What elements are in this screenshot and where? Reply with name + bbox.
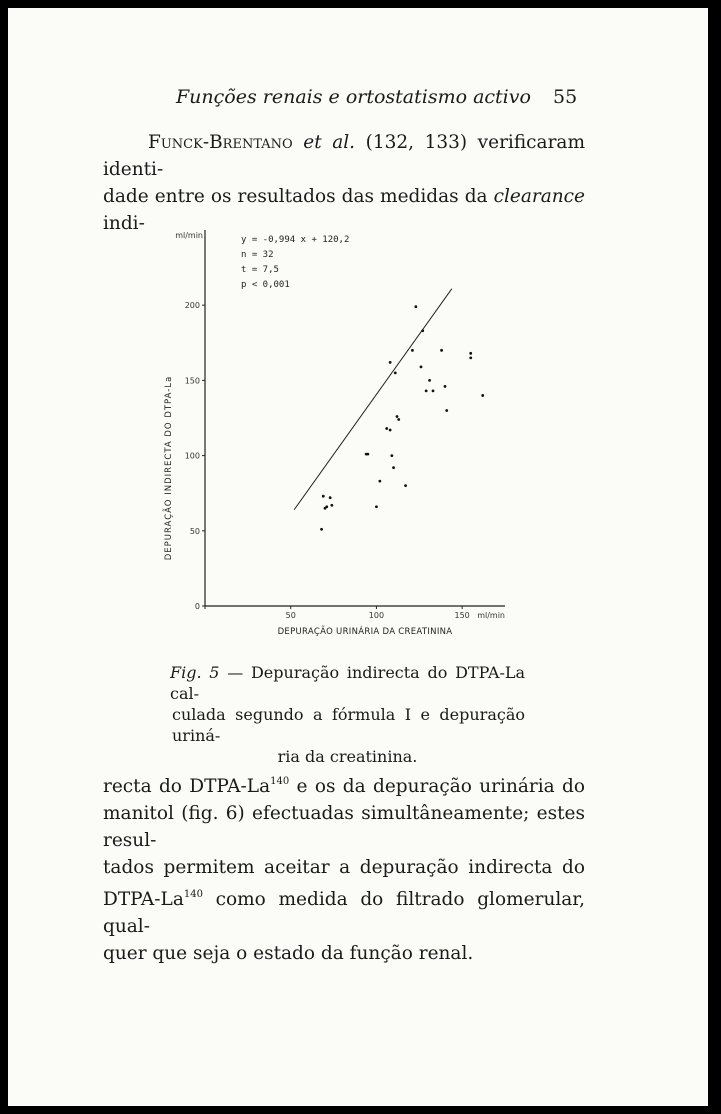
regression-stat: p < 0,001 — [241, 280, 290, 290]
data-point — [425, 390, 428, 393]
et-al: et al. — [303, 132, 356, 153]
data-point — [397, 418, 400, 421]
data-point — [481, 394, 484, 397]
paragraph-bottom-line-5: quer que seja o estado da função renal. — [103, 943, 474, 964]
y-tick-label: 100 — [184, 451, 200, 461]
chart-points — [320, 305, 484, 530]
data-point — [411, 349, 414, 352]
data-point — [329, 496, 332, 499]
clearance-term: clearance — [493, 186, 585, 207]
y-axis-title: DEPURAÇÃO INDIRECTA DO DTPA-La — [164, 375, 174, 561]
data-point — [404, 484, 407, 487]
data-point — [320, 528, 323, 531]
running-title: Funções renais e ortostatismo activo — [176, 86, 531, 108]
paragraph-top-line-1: Funck-Brentano et al. (132, 133) verificaram identi- — [103, 132, 585, 180]
y-tick-label: 150 — [184, 376, 200, 386]
data-point — [375, 505, 378, 508]
data-point — [390, 454, 393, 457]
page-number: 55 — [553, 86, 578, 108]
y-tick-label: 50 — [189, 526, 200, 536]
isotope-superscript: 140 — [183, 889, 203, 900]
regression-stat: t = 7,5 — [241, 265, 279, 275]
data-point — [469, 352, 472, 355]
paragraph-bottom-line-3: tados permitem aceitar a depuração indirecta do — [103, 857, 585, 878]
caption-line-1: Fig. 5 — Depuração indirecta do DTPA-La cal- — [170, 663, 526, 703]
x-tick-label: 150 — [454, 611, 470, 620]
data-point — [389, 361, 392, 364]
book-page — [8, 8, 708, 1106]
data-point — [378, 480, 381, 483]
data-point — [396, 415, 399, 418]
figure-caption — [170, 662, 525, 767]
data-point — [414, 305, 417, 308]
chart-stats — [241, 235, 349, 290]
data-point — [421, 329, 424, 332]
data-point — [392, 466, 395, 469]
paragraph-bottom-line-1: recta do DTPA-La$^{140}$ e os da depuração urinária do — [103, 776, 585, 797]
isotope-superscript: 140 — [270, 776, 290, 787]
x-unit-label: ml/min — [477, 611, 505, 620]
regression-stat: y = -0,994 x + 120,2 — [241, 235, 350, 245]
data-point — [324, 507, 327, 510]
y-tick-label: 0 — [194, 602, 200, 611]
data-point — [365, 453, 368, 456]
x-tick-label: 100 — [368, 611, 385, 620]
data-point — [432, 390, 435, 393]
data-point — [420, 365, 423, 368]
data-point — [330, 504, 333, 507]
figure-label: Fig. 5 — [170, 663, 220, 682]
data-point — [444, 385, 447, 388]
x-axis-title: DEPURAÇÃO URINÁRIA DA CREATININA — [277, 627, 453, 637]
caption-line-2: culada segundo a fórmula I e depuração uriná- — [172, 705, 525, 745]
y-unit-label: ml/min — [175, 231, 203, 240]
data-point — [440, 349, 443, 352]
data-point — [389, 429, 392, 432]
author-name: Funck-Brentano — [148, 132, 293, 153]
regression-stat: n = 32 — [241, 250, 274, 260]
paragraph-bottom-line-4: DTPA-La$^{140}$ como medida do filtrado glomerular, qual- — [103, 889, 585, 937]
data-point — [322, 495, 325, 498]
y-tick-label: 200 — [184, 301, 200, 311]
chart-regression — [294, 289, 452, 510]
paragraph-bottom — [103, 768, 585, 967]
data-point — [445, 409, 448, 412]
regression-line — [294, 289, 452, 510]
data-point — [385, 427, 388, 430]
data-point — [469, 356, 472, 359]
chart-ticks — [185, 301, 470, 620]
x-tick-label: 50 — [285, 611, 296, 620]
caption-line-3: ria da creatinina. — [277, 747, 418, 766]
data-point — [428, 379, 431, 382]
data-point — [394, 371, 397, 374]
paragraph-bottom-line-2: manitol (fig. 6) efectuadas simultâneamente; estes resul- — [103, 803, 585, 851]
paragraph-top-line-2: dade entre os resultados das medidas da clearance indi- — [103, 186, 585, 234]
